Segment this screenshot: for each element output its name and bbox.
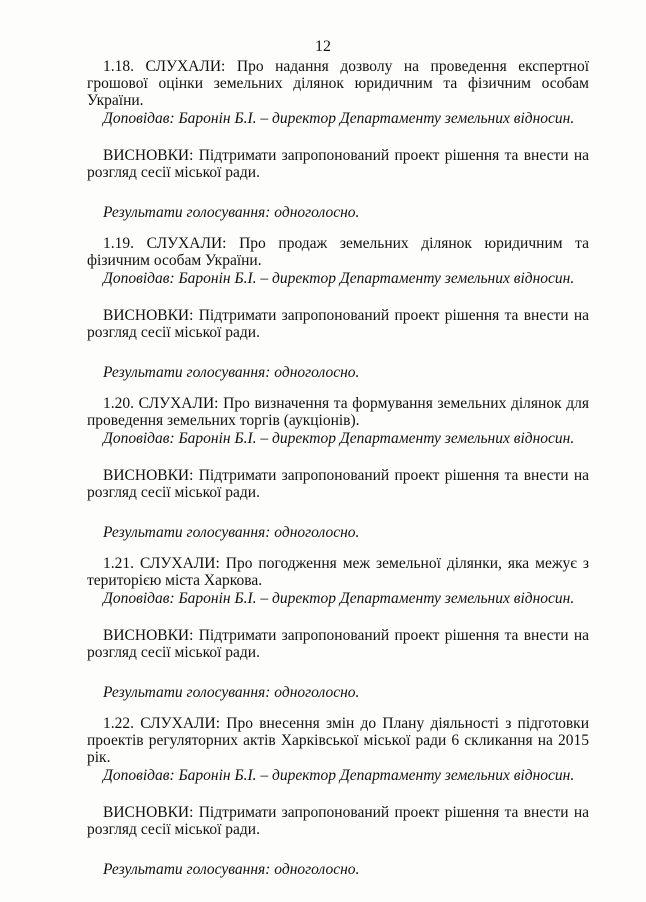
item-heading-paragraph xyxy=(87,715,589,766)
conclusion-text: Підтримати запропонований проект рішення та внести на розгляд сесії міської ради. xyxy=(87,804,589,838)
agenda-item xyxy=(87,395,589,541)
item-heading: 1.20. СЛУХАЛИ: xyxy=(103,395,219,412)
item-reporter: Доповідав: Баронін Б.І. – директор Департаменту земельних відносин. xyxy=(103,430,575,447)
agenda-item xyxy=(87,555,589,701)
item-heading-paragraph xyxy=(87,395,589,429)
agenda-item xyxy=(87,58,589,221)
item-conclusion xyxy=(87,627,589,661)
conclusion-text: Підтримати запропонований проект рішення та внести на розгляд сесії міської ради. xyxy=(87,467,589,501)
item-reporter: Доповідав: Баронін Б.І. – директор Департаменту земельних відносин. xyxy=(103,270,575,287)
conclusion-label: ВИСНОВКИ: xyxy=(103,804,194,821)
item-text: Про внесення змін до Плану діяльності з підготовки проектів регуляторних актів Харківської міської ради 6 скликання на 2015 рік. xyxy=(87,715,590,766)
item-reporter: Доповідав: Баронін Б.І. – директор Департаменту земельних відносин. xyxy=(103,767,575,784)
item-text: Про продаж земельних ділянок юридичним та фізичним особам України. xyxy=(87,235,590,269)
item-heading-paragraph xyxy=(87,555,589,589)
item-heading: 1.21. СЛУХАЛИ: xyxy=(103,555,220,572)
page-number: 12 xyxy=(315,38,331,55)
item-heading-paragraph xyxy=(87,58,589,109)
conclusion-label: ВИСНОВКИ: xyxy=(103,147,194,164)
item-conclusion xyxy=(87,467,589,501)
agenda-item xyxy=(87,715,589,878)
item-vote: Результати голосування: одноголосно. xyxy=(103,684,360,701)
conclusion-text: Підтримати запропонований проект рішення та внести на розгляд сесії міської ради. xyxy=(87,627,589,661)
conclusion-label: ВИСНОВКИ: xyxy=(103,627,194,644)
agenda-items xyxy=(87,58,589,892)
item-vote: Результати голосування: одноголосно. xyxy=(103,861,360,878)
item-conclusion xyxy=(87,147,589,181)
item-conclusion xyxy=(87,307,589,341)
item-reporter: Доповідав: Баронін Б.І. – директор Департаменту земельних відносин. xyxy=(103,110,575,127)
conclusion-text: Підтримати запропонований проект рішення та внести на розгляд сесії міської ради. xyxy=(87,307,589,341)
item-conclusion xyxy=(87,804,589,838)
conclusion-label: ВИСНОВКИ: xyxy=(103,467,194,484)
agenda-item xyxy=(87,235,589,381)
item-vote: Результати голосування: одноголосно. xyxy=(103,364,360,381)
item-heading: 1.22. СЛУХАЛИ: xyxy=(103,715,221,732)
conclusion-label: ВИСНОВКИ: xyxy=(103,307,194,324)
item-heading-paragraph xyxy=(87,235,589,269)
item-reporter: Доповідав: Баронін Б.І. – директор Департаменту земельних відносин. xyxy=(103,590,575,607)
item-heading: 1.18. СЛУХАЛИ: xyxy=(103,58,226,75)
item-text: Про погодження меж земельної ділянки, яка межує з територією міста Харкова. xyxy=(87,555,590,589)
item-text: Про надання дозволу на проведення експертної грошової оцінки земельних ділянок юридичним та фізичним особам України. xyxy=(87,58,590,109)
item-heading: 1.19. СЛУХАЛИ: xyxy=(103,235,227,252)
item-vote: Результати голосування: одноголосно. xyxy=(103,204,360,221)
item-text: Про визначення та формування земельних ділянок для проведення земельних торгів (аукціонів). xyxy=(87,395,589,429)
item-vote: Результати голосування: одноголосно. xyxy=(103,524,360,541)
conclusion-text: Підтримати запропонований проект рішення та внести на розгляд сесії міської ради. xyxy=(87,147,589,181)
